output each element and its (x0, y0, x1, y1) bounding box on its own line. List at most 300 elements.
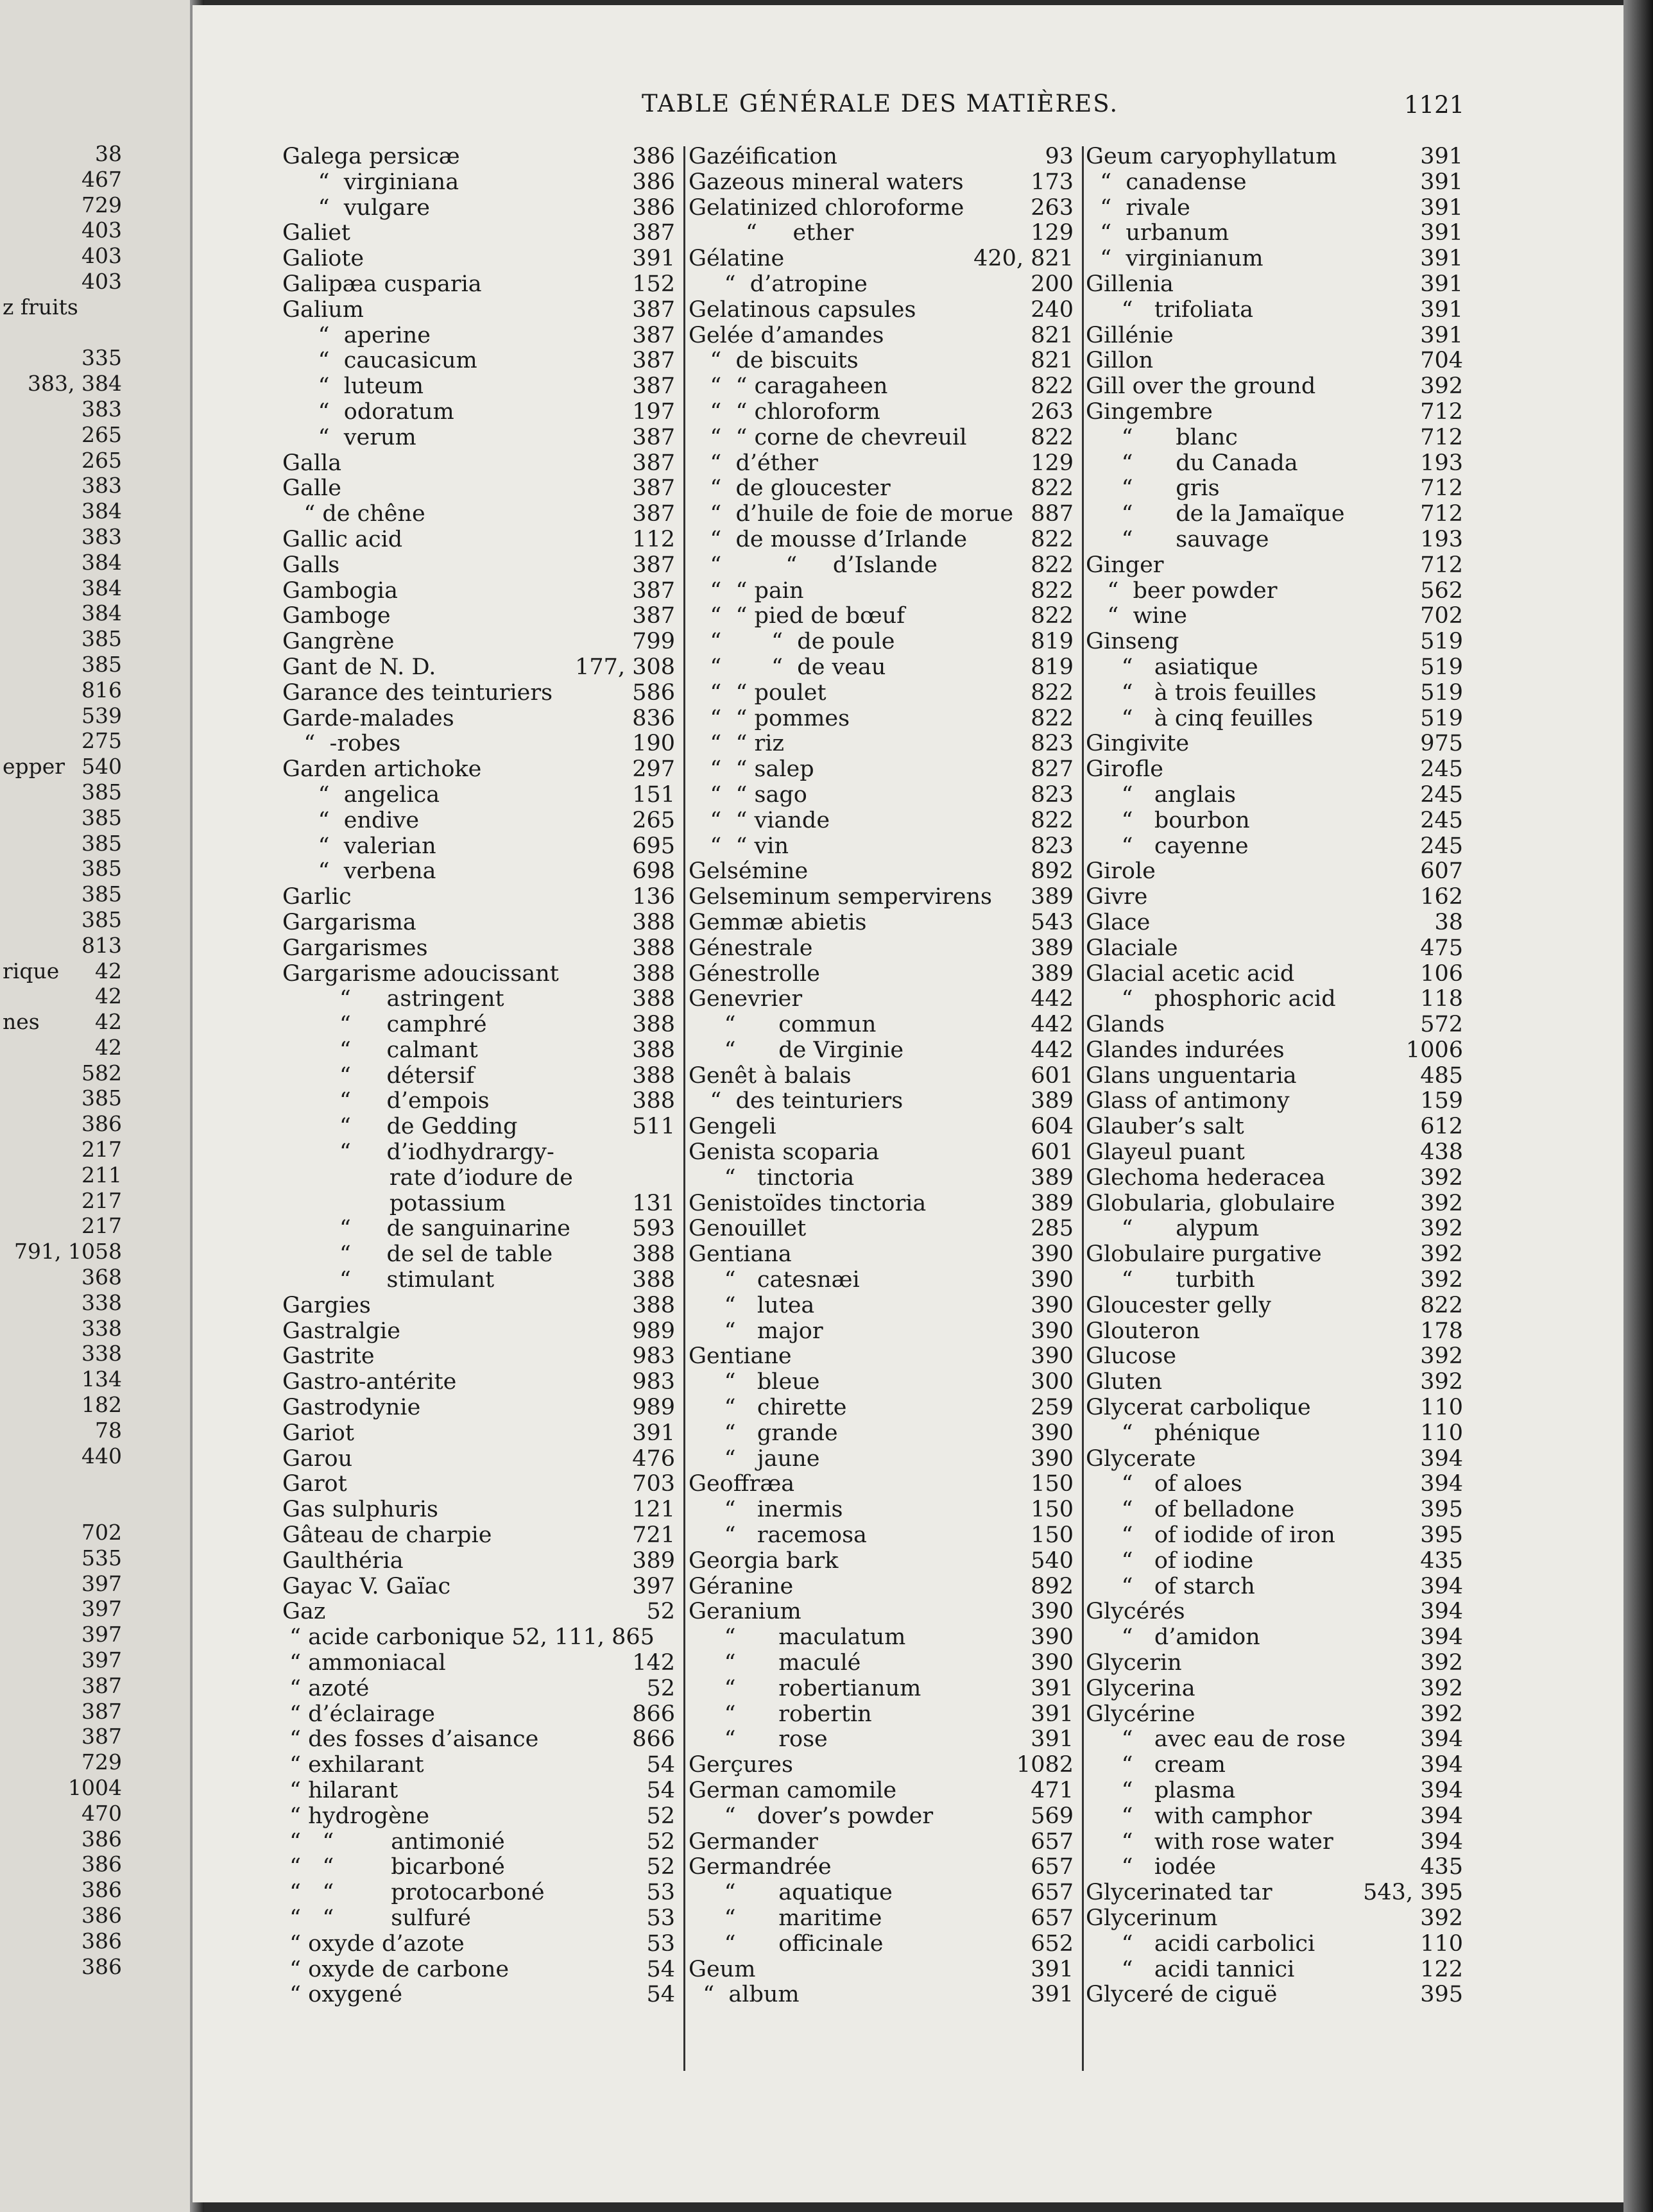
entry-term: Glauber’s salt (1086, 1114, 1244, 1140)
entry-term: “ “ sago (689, 781, 807, 808)
previous-page-line (0, 754, 122, 779)
entry-term: “ de chêne (282, 501, 425, 527)
index-entry (689, 1855, 1074, 1880)
entry-term: “ caucasicum (282, 348, 477, 374)
index-entry (1086, 1599, 1463, 1625)
entry-term: “ hilarant (282, 1778, 398, 1803)
index-entry (282, 1727, 675, 1753)
entry-term: “ lutea (689, 1292, 815, 1318)
index-entry (689, 885, 1074, 910)
entry-page: 389 (1031, 1164, 1074, 1191)
entry-term: Genouillet (689, 1216, 807, 1242)
entry-term: “ cream (1086, 1752, 1226, 1778)
entry-term: Globularia, globulaire (1086, 1190, 1335, 1216)
index-entry (1086, 1447, 1463, 1472)
previous-page-number: 386 (81, 1902, 122, 1928)
previous-page-number: 42 (95, 1009, 122, 1035)
entry-term: Glycerat carbolique (1086, 1395, 1311, 1421)
index-entry (689, 170, 1074, 196)
index-entry (689, 1982, 1074, 2008)
index-entry (1086, 936, 1463, 962)
entry-term: “ “ d’Islande (689, 552, 938, 578)
previous-page-number: 217 (81, 1137, 122, 1162)
entry-term: “ trifoliata (1086, 296, 1254, 323)
index-entry (689, 1344, 1074, 1370)
entry-term: Garance des teinturiers (282, 679, 553, 706)
index-entry (1086, 1830, 1463, 1855)
index-entry (1086, 1395, 1463, 1421)
entry-term: “ chirette (689, 1395, 847, 1421)
previous-page-line (0, 575, 122, 601)
entry-term: Glass of antimony (1086, 1088, 1290, 1114)
previous-page-number: 386 (81, 1877, 122, 1903)
entry-page: 391 (1420, 296, 1463, 323)
entry-term: “ iodée (1086, 1854, 1216, 1880)
previous-page-line (0, 881, 122, 907)
index-entry (689, 502, 1074, 527)
index-entry (1086, 1370, 1463, 1395)
entry-term: “ d’atropine (689, 271, 868, 297)
entry-page: 392 (1420, 1216, 1463, 1242)
previous-page-line (0, 1392, 122, 1418)
entry-term: “ d’iodhydrargy- (282, 1139, 554, 1166)
entry-page: 540 (1031, 1547, 1074, 1574)
entry-term: “ of belladone (1086, 1497, 1295, 1523)
index-entry (1086, 221, 1463, 246)
previous-page-line (0, 1724, 122, 1749)
entry-term: Genistoïdes tinctoria (689, 1190, 927, 1216)
entry-page: 601 (1031, 1062, 1074, 1089)
entry-page: 389 (1031, 1088, 1074, 1114)
previous-page-number: 397 (81, 1596, 122, 1622)
previous-page-line (0, 1520, 122, 1545)
entry-term: “ verbena (282, 858, 436, 885)
entry-page: 394 (1420, 1778, 1463, 1803)
previous-page-number: 440 (81, 1443, 122, 1468)
index-entry (689, 1191, 1074, 1217)
entry-page: 657 (1031, 1905, 1074, 1931)
index-entry (282, 527, 675, 553)
entry-term: “ wine (1086, 603, 1187, 629)
index-entry (282, 1906, 675, 1932)
entry-page: 118 (1420, 986, 1463, 1012)
previous-page-number: 387 (81, 1672, 122, 1698)
index-entry (282, 731, 675, 757)
entry-page: 471 (1031, 1778, 1074, 1803)
previous-page-line (0, 1137, 122, 1162)
entry-page: 391 (1031, 1726, 1074, 1753)
index-entry (282, 1191, 675, 1217)
index-entry (689, 1497, 1074, 1523)
index-entry (282, 1753, 675, 1778)
index-entry (1086, 706, 1463, 732)
entry-page: 150 (1031, 1471, 1074, 1497)
entry-term: “ astringent (282, 986, 504, 1012)
index-entry (282, 1114, 675, 1140)
entry-page: 53 (646, 1905, 675, 1931)
entry-page: 827 (1031, 756, 1074, 783)
index-entry (282, 1549, 675, 1574)
index-entry (689, 1906, 1074, 1932)
previous-page-number: 335 (81, 345, 122, 371)
previous-page-number: 383 (81, 473, 122, 498)
entry-page: 390 (1031, 1241, 1074, 1268)
previous-page-number: 403 (81, 217, 122, 243)
index-entry (282, 1472, 675, 1497)
entry-page: 300 (1031, 1369, 1074, 1395)
entry-term: Gelseminum sempervirens (689, 884, 992, 910)
index-entry (689, 221, 1074, 246)
index-entry (689, 348, 1074, 374)
entry-term: “ “ caragaheen (689, 373, 888, 400)
previous-page-number: 275 (81, 728, 122, 754)
entry-term: “ “ poulet (689, 679, 826, 706)
previous-page-number: 582 (81, 1060, 122, 1085)
entry-term: “ acidi carbolici (1086, 1930, 1315, 1957)
index-entry (1086, 579, 1463, 604)
entry-term: “ azoté (282, 1675, 370, 1701)
previous-page-number: 386 (81, 1851, 122, 1877)
entry-page: 387 (632, 296, 675, 323)
previous-page-number: 385 (81, 1085, 122, 1111)
index-entry (689, 808, 1074, 834)
index-entry (282, 1574, 675, 1600)
entry-page: 572 (1420, 1012, 1463, 1038)
entry-page: 586 (632, 679, 675, 706)
index-entry (1086, 1880, 1463, 1906)
previous-page-number: 385 (81, 830, 122, 856)
entry-term: “ robertianum (689, 1675, 921, 1701)
index-entry (282, 374, 675, 400)
entry-page: 152 (632, 271, 675, 297)
entry-page: 392 (1420, 1369, 1463, 1395)
previous-page-number: 42 (95, 983, 122, 1009)
index-entry (689, 272, 1074, 298)
entry-term: Geum (689, 1956, 756, 1982)
previous-page-number: 385 (81, 804, 122, 830)
index-entry (1086, 910, 1463, 936)
entry-page: 394 (1420, 1803, 1463, 1829)
previous-page-line (0, 1060, 122, 1086)
entry-term: Glans unguentaria (1086, 1062, 1297, 1089)
entry-page: 703 (632, 1471, 675, 1497)
entry-term: “ “ de veau (689, 654, 886, 680)
previous-page-number: 338 (81, 1289, 122, 1315)
entry-page: 387 (632, 450, 675, 476)
entry-page: 392 (1420, 1905, 1463, 1931)
entry-page: 52 (646, 1599, 675, 1625)
entry-page: 397 (632, 1573, 675, 1599)
entry-term: “ des fosses d’aisance (282, 1726, 539, 1753)
entry-page: 519 (1420, 679, 1463, 706)
index-entry (282, 502, 675, 527)
previous-page-number: 265 (81, 447, 122, 473)
entry-term: “ aperine (282, 322, 431, 348)
entry-page: 394 (1420, 1599, 1463, 1625)
index-entry (689, 936, 1074, 962)
index-entry (282, 1982, 675, 2008)
index-entry (689, 1625, 1074, 1651)
index-entry (689, 783, 1074, 808)
entry-term: “ détersif (282, 1062, 475, 1089)
entry-term: “ with rose water (1086, 1828, 1333, 1855)
entry-page: 562 (1420, 577, 1463, 604)
entry-term: Glaciale (1086, 935, 1178, 961)
entry-page: 387 (632, 322, 675, 348)
entry-term: “ canadense (1086, 169, 1247, 195)
index-entry (689, 706, 1074, 732)
entry-term: Galla (282, 450, 342, 476)
entry-term: Glycerina (1086, 1675, 1195, 1701)
entry-term: Glycérine (1086, 1701, 1195, 1727)
entry-term: Geum caryophyllatum (1086, 144, 1337, 169)
previous-page-number: 134 (81, 1366, 122, 1392)
entry-term: Gargarismes (282, 935, 428, 961)
previous-page-number: 211 (81, 1162, 122, 1187)
index-entry (1086, 1753, 1463, 1778)
entry-term: “ urbanum (1086, 220, 1229, 246)
entry-term: “ plasma (1086, 1778, 1236, 1803)
entry-term: “ des teinturiers (689, 1088, 904, 1114)
entry-page: 388 (632, 1267, 675, 1293)
index-entry (1086, 1166, 1463, 1191)
entry-term: “ de mousse d’Irlande (689, 526, 968, 552)
entry-page: 263 (1031, 398, 1074, 425)
index-entry (282, 987, 675, 1012)
index-entry (1086, 374, 1463, 400)
index-entry (282, 348, 675, 374)
entry-page: 197 (632, 398, 675, 425)
previous-page-line (0, 396, 122, 422)
index-entry (282, 1804, 675, 1830)
previous-page-number: 386 (81, 1953, 122, 1979)
previous-page-line (0, 1341, 122, 1366)
entry-page: 435 (1420, 1547, 1463, 1574)
entry-page: 390 (1031, 1420, 1074, 1446)
entry-page: 822 (1031, 424, 1074, 450)
entry-page: 476 (632, 1445, 675, 1472)
column-divider (683, 146, 685, 2071)
entry-term: “ “ chloroform (689, 398, 880, 425)
entry-page: 53 (646, 1930, 675, 1957)
index-entry (282, 706, 675, 732)
entry-page: 442 (1031, 1012, 1074, 1038)
entry-page: 394 (1420, 1828, 1463, 1855)
entry-term: Gloucester gelly (1086, 1292, 1271, 1318)
entry-page: 387 (632, 348, 675, 374)
entry-page: 652 (1031, 1930, 1074, 1957)
index-entry (282, 834, 675, 860)
entry-term: “ du Canada (1086, 450, 1298, 476)
entry-term: “ dover’s powder (689, 1803, 934, 1829)
entry-page: 391 (1420, 271, 1463, 297)
entry-page: 983 (632, 1343, 675, 1370)
index-entry (689, 1064, 1074, 1089)
entry-term: Genista scoparia (689, 1139, 880, 1166)
entry-term: “ robertin (689, 1701, 872, 1727)
index-entry (1086, 1702, 1463, 1728)
entry-page: 607 (1420, 858, 1463, 885)
entry-term: “ d’éther (689, 450, 818, 476)
entry-page: 822 (1031, 577, 1074, 604)
entry-page: 392 (1420, 1164, 1463, 1191)
entry-page: 394 (1420, 1471, 1463, 1497)
index-entry (1086, 655, 1463, 681)
entry-page: 822 (1031, 807, 1074, 833)
entry-page: 110 (1420, 1930, 1463, 1957)
index-entry (1086, 604, 1463, 629)
previous-page-line (0, 1085, 122, 1111)
entry-term: Genêt à balais (689, 1062, 852, 1089)
index-entry (689, 681, 1074, 706)
index-entry (1086, 425, 1463, 451)
index-entry (689, 1268, 1074, 1293)
entry-page: 162 (1420, 884, 1463, 910)
previous-page-line (0, 1443, 122, 1469)
entry-term: “ sauvage (1086, 526, 1269, 552)
entry-term: “ blanc (1086, 424, 1238, 450)
entry-term: Gazeous mineral waters (689, 169, 964, 195)
entry-page: 245 (1420, 781, 1463, 808)
entry-page: 866 (632, 1726, 675, 1753)
entry-term: “ “ sulfuré (282, 1905, 471, 1931)
entry-term: Garden artichoke (282, 756, 482, 783)
index-column-3 (1086, 144, 1463, 2082)
entry-term: Gâteau de charpie (282, 1522, 492, 1549)
previous-page-line (0, 448, 122, 473)
previous-page-line (0, 1775, 122, 1801)
page-edge (1623, 0, 1653, 2212)
entry-term: “ grande (689, 1420, 838, 1446)
entry-page: 394 (1420, 1573, 1463, 1599)
entry-page: 93 (1045, 144, 1074, 169)
index-entry (689, 987, 1074, 1012)
entry-page: 391 (1031, 1982, 1074, 2008)
entry-term: Gastro-antérite (282, 1369, 457, 1395)
entry-term: “ “ riz (689, 731, 784, 757)
previous-page-line (0, 1111, 122, 1137)
entry-page: 54 (646, 1778, 675, 1803)
entry-term: “ phosphoric acid (1086, 986, 1336, 1012)
entry-term: Gas sulphuris (282, 1497, 438, 1523)
entry-term: “ “ de poule (689, 629, 895, 655)
entry-term: “ oxyde de carbone (282, 1956, 510, 1982)
previous-page-line (0, 626, 122, 652)
index-entry (689, 1447, 1074, 1472)
entry-term: Glycerinum (1086, 1905, 1218, 1931)
previous-page-number: 702 (81, 1520, 122, 1545)
index-entry (1086, 1778, 1463, 1804)
entry-term: Girofle (1086, 756, 1164, 783)
entry-term: Gelatinous capsules (689, 296, 916, 323)
entry-page: 131 (632, 1190, 675, 1216)
entry-page: 388 (632, 960, 675, 987)
index-entry (282, 910, 675, 936)
entry-page: 712 (1420, 552, 1463, 578)
entry-page: 519 (1420, 654, 1463, 680)
entry-term: Gingivite (1086, 731, 1190, 757)
entry-term: “ de gloucester (689, 475, 891, 502)
index-entry (1086, 451, 1463, 477)
index-entry (282, 1370, 675, 1395)
entry-page: 391 (1420, 246, 1463, 272)
previous-page-number: 539 (81, 702, 122, 728)
index-entry (689, 1830, 1074, 1855)
entry-page: 387 (632, 475, 675, 502)
entry-page: 822 (1420, 1292, 1463, 1318)
previous-page-number: 368 (81, 1264, 122, 1290)
previous-page-number: 384 (81, 575, 122, 600)
entry-term: Ginseng (1086, 629, 1179, 655)
entry-page: 54 (646, 1982, 675, 2008)
page-number: 1121 (1404, 91, 1465, 119)
index-entry (282, 936, 675, 962)
entry-term: Garlic (282, 884, 352, 910)
entry-page: 387 (632, 501, 675, 527)
index-entry (1086, 1472, 1463, 1497)
entry-page: 438 (1420, 1139, 1463, 1166)
previous-page-line (0, 243, 122, 269)
entry-page: 193 (1420, 526, 1463, 552)
entry-page: 569 (1031, 1803, 1074, 1829)
entry-term: “ of iodide of iron (1086, 1522, 1335, 1549)
entry-term: “ de Gedding (282, 1114, 518, 1140)
entry-page: 122 (1420, 1956, 1463, 1982)
previous-page-number: 470 (81, 1800, 122, 1826)
index-entry (1086, 476, 1463, 502)
previous-page-line (0, 1316, 122, 1341)
previous-page-line (0, 652, 122, 677)
entry-page: 391 (1031, 1956, 1074, 1982)
entry-term: Glycerin (1086, 1650, 1182, 1676)
entry-term: Galipæa cusparia (282, 271, 482, 297)
previous-page-line (0, 1468, 122, 1494)
entry-page: 151 (632, 781, 675, 808)
index-entry (282, 1089, 675, 1114)
index-entry (282, 451, 675, 477)
entry-page: 822 (1031, 603, 1074, 629)
entry-page: 823 (1031, 833, 1074, 859)
entry-page: 823 (1031, 731, 1074, 757)
index-entry (1086, 298, 1463, 323)
entry-page: 391 (1420, 322, 1463, 348)
entry-term: “ asiatique (1086, 654, 1258, 680)
previous-page-number: 265 (81, 421, 122, 447)
previous-page-number: 383 (81, 523, 122, 549)
entry-term: Gariot (282, 1420, 354, 1446)
entry-term: “ jaune (689, 1445, 820, 1472)
entry-term: Glycerate (1086, 1445, 1196, 1472)
entry-term: “ major (689, 1318, 823, 1344)
entry-page: 389 (1031, 884, 1074, 910)
entry-term: “ officinale (689, 1930, 884, 1957)
entry-term: “ exhilarant (282, 1752, 424, 1778)
index-entry (282, 1957, 675, 1983)
entry-page: 392 (1420, 1241, 1463, 1268)
entry-page: 265 (632, 807, 675, 833)
entry-page: 136 (632, 884, 675, 910)
index-entry (1086, 1574, 1463, 1600)
previous-page-line (0, 1162, 122, 1188)
entry-page: 388 (632, 1012, 675, 1038)
entry-term: Gill over the ground (1086, 373, 1316, 400)
entry-term: “ maculé (689, 1650, 861, 1676)
previous-page-line (0, 958, 122, 984)
entry-page: 420, 821 (973, 246, 1074, 272)
previous-page-number: 387 (81, 1698, 122, 1724)
entry-term: “ de biscuits (689, 348, 859, 374)
index-entry (1086, 1804, 1463, 1830)
